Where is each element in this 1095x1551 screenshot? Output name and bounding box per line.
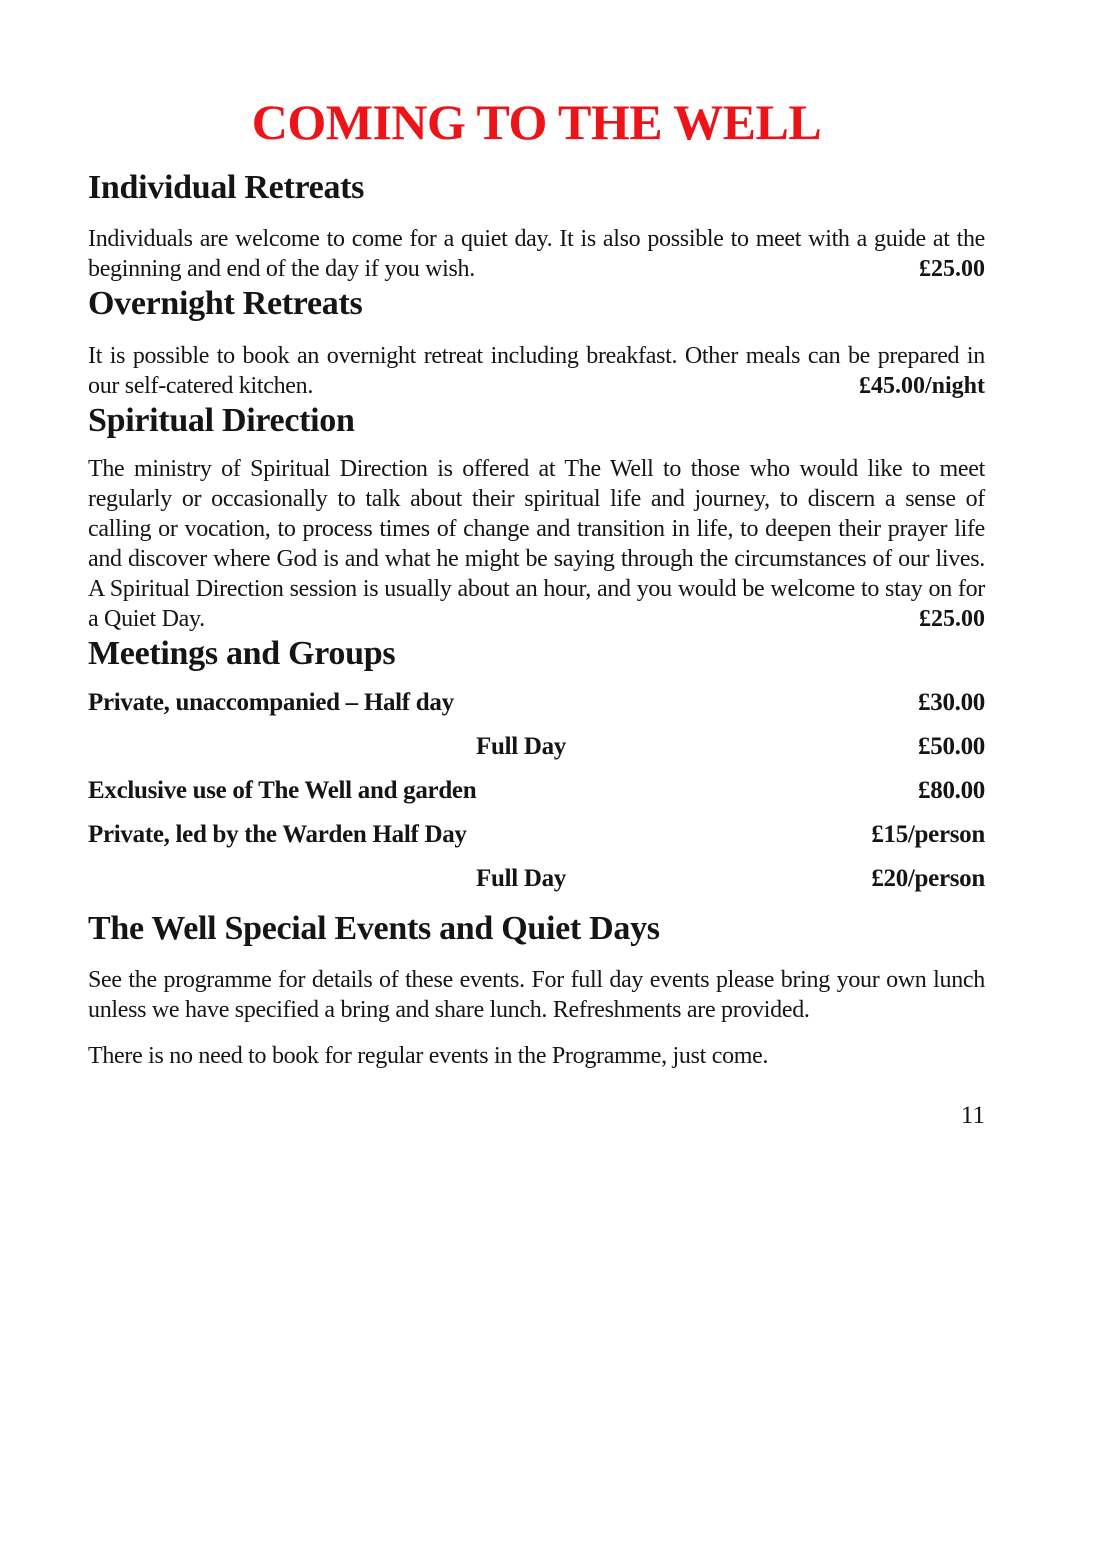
fee-price: £50.00 <box>918 732 985 760</box>
spiritual-direction-body <box>88 454 985 634</box>
overnight-retreats-body <box>88 341 985 401</box>
fee-label: Private, led by the Warden Half Day <box>88 820 467 848</box>
spiritual-direction-text: The ministry of Spiritual Direction is offered at The Well to those who would like to meet regularly or occasionally to talk about their spiritual life and journey, to discern a sense of calling or vocation, to process times of change and transition in life, to deepen their prayer life and discover where God is and what he might be saying through the circumstances of our lives. A Spiritual Direction session is usually about an hour, and you would be welcome to stay on for a Quiet Day. <box>88 455 985 632</box>
fee-row <box>88 689 985 733</box>
special-events-text2: There is no need to book for regular events in the Programme, just come. <box>88 1043 769 1070</box>
overnight-retreats-heading: Overnight Retreats <box>88 285 363 323</box>
meetings-and-groups-heading: Meetings and Groups <box>88 634 396 672</box>
section-meetings-and-groups <box>88 634 985 909</box>
overnight-retreats-text: It is possible to book an overnight retreat including breakfast. Other meals can be prepared in our self-catered kitchen. <box>88 343 985 400</box>
individual-retreats-price: £25.00 <box>919 256 985 283</box>
individual-retreats-body <box>88 224 985 284</box>
fee-row <box>88 733 985 777</box>
fee-price: £15/person <box>871 820 985 848</box>
fee-row <box>88 821 985 865</box>
section-overnight-retreats <box>88 284 985 401</box>
fee-table <box>88 689 985 909</box>
fee-price: £80.00 <box>918 776 985 804</box>
fee-row <box>88 865 985 909</box>
fee-price: £30.00 <box>918 688 985 716</box>
overnight-retreats-price: £45.00/night <box>858 373 985 400</box>
section-individual-retreats <box>88 168 985 285</box>
page-title: COMING TO THE WELL <box>251 94 822 150</box>
fee-label: Private, unaccompanied – Half day <box>88 688 454 716</box>
section-special-events <box>88 909 985 1072</box>
individual-retreats-text: Individuals are welcome to come for a quiet day. It is also possible to meet with a guide at the beginning and end of the day if you wish. <box>88 226 985 283</box>
fee-row <box>88 777 985 821</box>
fee-label: Full Day <box>476 864 566 892</box>
fee-price: £20/person <box>871 864 985 892</box>
fee-label: Full Day <box>476 732 566 760</box>
special-events-heading: The Well Special Events and Quiet Days <box>88 909 660 947</box>
special-events-body2 <box>88 1041 985 1071</box>
spiritual-direction-price: £25.00 <box>919 605 985 632</box>
special-events-body <box>88 965 985 1025</box>
individual-retreats-heading: Individual Retreats <box>88 168 365 206</box>
special-events-text: See the programme for details of these events. For full day events please bring your own lunch unless we have specified a bring and share lunch. Refreshments are provided. <box>88 967 985 1024</box>
fee-label: Exclusive use of The Well and garden <box>88 776 477 804</box>
page-number: 11 <box>960 1102 985 1130</box>
section-spiritual-direction <box>88 401 985 634</box>
spiritual-direction-heading: Spiritual Direction <box>88 402 355 440</box>
